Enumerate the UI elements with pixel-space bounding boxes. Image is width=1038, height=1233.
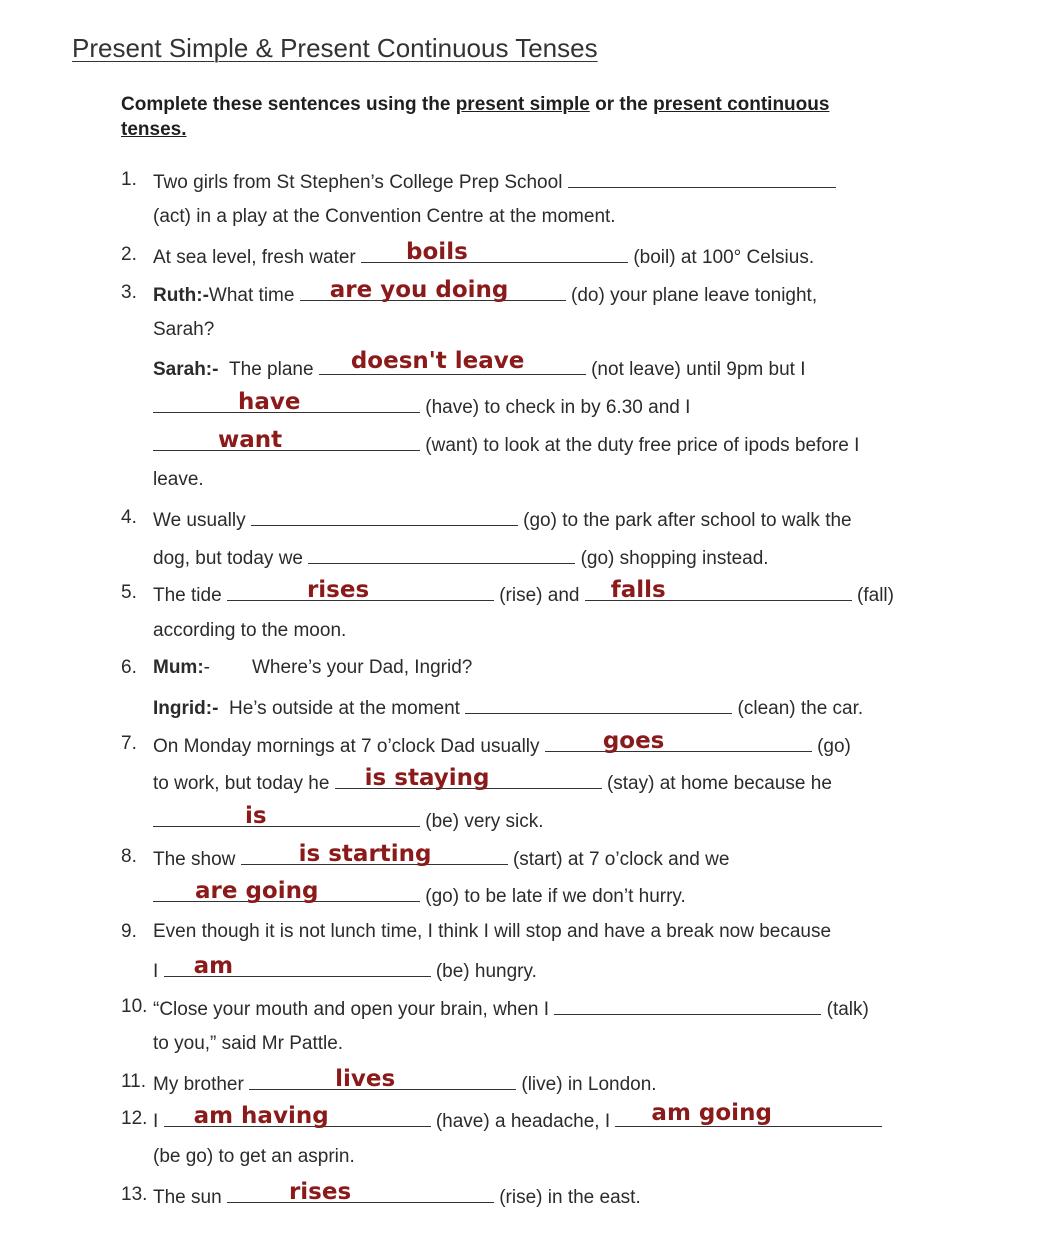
question-5-line-2: according to the moon. xyxy=(153,620,347,641)
instructions-suffix: tenses. xyxy=(121,119,187,140)
answer-blank[interactable] xyxy=(361,239,628,265)
answer-text: are going xyxy=(195,878,319,904)
question-text: On Monday mornings at 7 o’clock Dad usually xyxy=(153,736,540,757)
answer-text: am xyxy=(193,953,234,979)
question-1-line-1 xyxy=(153,169,836,194)
question-text: (have) a headache, I xyxy=(435,1111,611,1132)
question-3-line-6: leave. xyxy=(153,469,204,490)
question-1-line-2: (act) in a play at the Convention Centre at the moment. xyxy=(153,206,616,227)
question-number: 9. xyxy=(121,921,137,942)
answer-blank[interactable] xyxy=(164,953,431,979)
question-text: - xyxy=(203,657,210,678)
question-text: dog, but today we xyxy=(153,548,303,569)
answer-blank[interactable] xyxy=(164,1103,431,1129)
answer-blank[interactable] xyxy=(615,1100,882,1127)
answer-blank[interactable] xyxy=(319,348,586,375)
answer-text: rises xyxy=(306,577,370,603)
question-6-line-2 xyxy=(153,695,863,720)
question-7-line-2 xyxy=(153,765,832,795)
answer-blank[interactable] xyxy=(335,765,602,791)
answer-text: doesn't leave xyxy=(350,348,525,374)
question-number: 7. xyxy=(121,733,137,754)
question-2-line-1 xyxy=(153,239,815,269)
question-text: (talk) xyxy=(826,999,869,1020)
question-text: I xyxy=(153,1111,159,1132)
question-text: Two girls from St Stephen’s College Prep School xyxy=(153,172,563,193)
question-3-line-2: Sarah? xyxy=(153,319,215,340)
question-9-line-2 xyxy=(153,953,537,983)
question-text: (boil) at 100° Celsius. xyxy=(633,247,815,268)
question-text: I xyxy=(153,961,159,982)
answer-text: have xyxy=(238,389,301,415)
question-11-line-1 xyxy=(153,1066,657,1096)
speaker-label: Ingrid:- xyxy=(153,698,219,719)
answer-text: am going xyxy=(651,1100,772,1126)
answer-text: rises xyxy=(288,1179,352,1205)
speaker-label: Mum: xyxy=(153,657,204,678)
question-number: 2. xyxy=(121,244,137,265)
question-10-line-2: to you,” said Mr Pattle. xyxy=(153,1033,344,1054)
question-text: (be) hungry. xyxy=(435,961,537,982)
instructions-prefix: Complete these sentences using the xyxy=(121,94,456,115)
question-text: (want) to look at the duty free price of ipods before I xyxy=(425,435,860,456)
question-text: (go) to be late if we don’t hurry. xyxy=(425,886,686,907)
answer-blank[interactable] xyxy=(585,577,852,603)
question-number: 13. xyxy=(121,1184,148,1205)
instructions xyxy=(121,92,951,142)
question-text: (go) shopping instead. xyxy=(580,548,769,569)
answer-blank[interactable] xyxy=(308,545,575,564)
question-number: 11. xyxy=(121,1071,147,1092)
question-4-line-1 xyxy=(153,507,852,532)
answer-text: is staying xyxy=(364,765,490,791)
answer-blank[interactable] xyxy=(227,577,494,603)
page-title: Present Simple & Present Continuous Tenses xyxy=(72,33,598,63)
question-text: The plane xyxy=(229,359,314,380)
question-text: The tide xyxy=(153,585,222,606)
question-3-line-1 xyxy=(153,277,818,307)
question-8-line-1 xyxy=(153,841,730,871)
question-text: (not leave) until 9pm but I xyxy=(591,359,806,380)
question-text: to work, but today he xyxy=(153,773,330,794)
answer-blank[interactable] xyxy=(465,695,732,714)
question-number: 6. xyxy=(121,657,137,678)
question-text: (stay) at home because he xyxy=(606,773,832,794)
question-text: We usually xyxy=(153,510,246,531)
answer-blank[interactable] xyxy=(300,277,566,303)
answer-text: are you doing xyxy=(329,277,509,303)
answer-blank[interactable] xyxy=(153,389,420,415)
question-text: (have) to check in by 6.30 and I xyxy=(425,397,691,418)
question-text: (be) very sick. xyxy=(425,811,544,832)
question-number: 3. xyxy=(121,282,137,303)
question-text: (go) to the park after school to walk the xyxy=(523,510,852,531)
question-3-line-3 xyxy=(153,348,806,381)
question-text: (live) in London. xyxy=(521,1074,657,1095)
question-text: (clean) the car. xyxy=(737,698,864,719)
term-present-continuous: present continuous xyxy=(653,94,830,115)
answer-text: am having xyxy=(193,1103,329,1129)
answer-text: lives xyxy=(335,1066,396,1092)
answer-blank[interactable] xyxy=(227,1179,494,1205)
question-number: 12. xyxy=(121,1108,148,1129)
question-7-line-3 xyxy=(153,803,544,833)
question-text: The sun xyxy=(153,1187,222,1208)
question-7-line-1 xyxy=(153,728,851,758)
question-text: (rise) in the east. xyxy=(499,1187,641,1208)
question-10-line-1 xyxy=(153,996,869,1021)
question-text: My brother xyxy=(153,1074,244,1095)
question-12-line-2: (be go) to get an asprin. xyxy=(153,1146,355,1167)
question-4-line-2 xyxy=(153,545,769,570)
question-9-line-1: Even though it is not lunch time, I think I will stop and have a break now because xyxy=(153,921,832,942)
question-6-line-1 xyxy=(153,657,210,679)
answer-text: is xyxy=(245,803,267,829)
answer-blank[interactable] xyxy=(251,507,518,526)
question-number: 8. xyxy=(121,846,137,867)
answer-blank[interactable] xyxy=(545,728,812,754)
question-text: The show xyxy=(153,849,236,870)
question-text: What time xyxy=(208,285,295,306)
question-5-line-1 xyxy=(153,577,894,607)
question-3-line-5 xyxy=(153,427,860,457)
question-13-line-1 xyxy=(153,1179,641,1209)
question-text: “Close your mouth and open your brain, when I xyxy=(153,999,550,1020)
term-present-simple: present simple xyxy=(455,94,590,115)
speaker-label: Ruth:- xyxy=(153,285,209,306)
answer-blank[interactable] xyxy=(153,803,420,829)
question-text: At sea level, fresh water xyxy=(153,247,356,268)
answer-text: goes xyxy=(602,728,665,754)
answer-blank[interactable] xyxy=(153,427,420,453)
answer-text: want xyxy=(218,427,283,453)
question-text: (do) your plane leave tonight, xyxy=(571,285,818,306)
answer-text: is starting xyxy=(298,841,432,867)
question-8-line-2 xyxy=(153,878,686,908)
question-number: 5. xyxy=(121,582,137,603)
question-number: 4. xyxy=(121,507,137,528)
question-text: He’s outside at the moment xyxy=(229,698,460,719)
question-text: (start) at 7 o’clock and we xyxy=(512,849,730,870)
answer-blank[interactable] xyxy=(249,1066,516,1092)
answer-blank[interactable] xyxy=(554,996,821,1015)
question-3-line-4 xyxy=(153,389,691,419)
question-text: (fall) xyxy=(857,585,894,606)
question-text: (go) xyxy=(817,736,851,757)
question-text: (rise) and xyxy=(499,585,580,606)
answer-text: falls xyxy=(610,577,666,603)
question-number: 1. xyxy=(121,169,137,190)
answer-text: boils xyxy=(406,239,468,265)
question-6-line-1b: Where’s your Dad, Ingrid? xyxy=(252,657,473,678)
answer-blank[interactable] xyxy=(153,878,420,904)
answer-blank[interactable] xyxy=(568,169,836,188)
question-number: 10. xyxy=(121,996,148,1017)
speaker-label: Sarah:- xyxy=(153,359,219,380)
question-12-line-1 xyxy=(153,1100,882,1133)
instructions-middle: or the xyxy=(589,94,654,115)
answer-blank[interactable] xyxy=(241,841,508,867)
